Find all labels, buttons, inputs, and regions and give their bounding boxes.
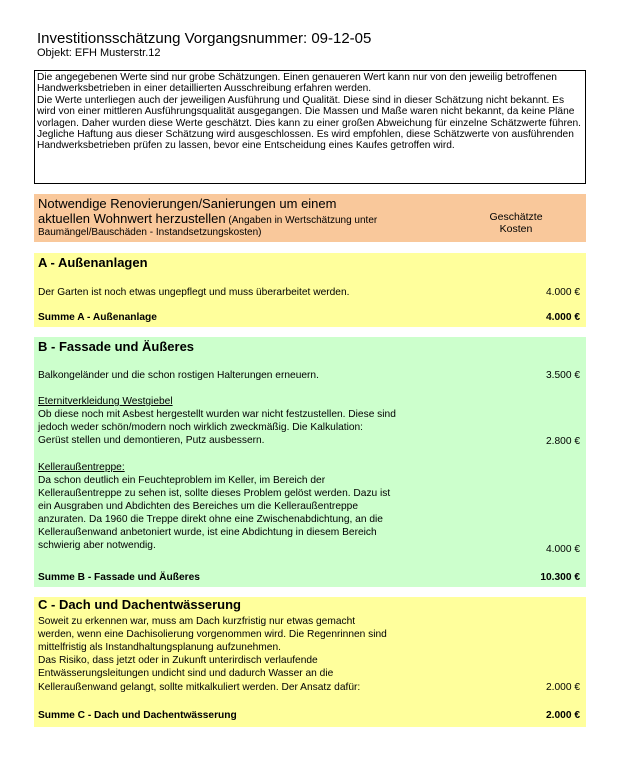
section-b-item-2-amount: 2.800 € (546, 436, 580, 447)
section-c-line: Entwässerungsleitungen undicht sind und dadurch Wasser an die (38, 668, 334, 679)
section-b-item-1: Balkongeländer und die schon rostigen Halterungen erneuern. (38, 370, 319, 381)
section-b-item-3-line: Da schon deutlich ein Feuchteproblem im Keller, im Bereich der (38, 475, 326, 486)
section-a-item: Der Garten ist noch etwas ungepflegt und muss überarbeitet werden. (38, 287, 350, 298)
section-b-title: B - Fassade und Äußeres (38, 339, 195, 354)
section-b-item-2-line: Ob diese noch mit Asbest hergestellt wurden war nicht festzustellen. Diese sind (38, 409, 396, 420)
section-b-item-3-line: Kelleraußenwand anbetoniert wurde, ist eine Abdichtung in diesem Bereich (38, 527, 377, 538)
section-c-sum-label: Summe C - Dach und Dachentwässerung (38, 710, 237, 721)
table-header (34, 194, 586, 242)
section-a (34, 253, 586, 327)
disclaimer-paragraph: Die angegebenen Werte sind nur grobe Schätzungen. Einen genaueren Wert kann nur von den jeweilig betroffenen Handwerksbetrieben in einer detaillierten Ausschreibung erfahren werden. (37, 72, 557, 95)
section-a-item-amount: 4.000 € (546, 287, 580, 298)
section-c-amount: 2.000 € (546, 682, 580, 693)
section-c-title: C - Dach und Dachentwässerung (38, 597, 241, 612)
section-b-item-2-line: jedoch weder schön/modern noch wirklich zweckmäßig. Die Kalkulation: (38, 422, 364, 433)
section-b-item-3-line: anzuraten. Da 1960 die Treppe direkt ohne eine Zwischenabdichtung, an die (38, 514, 383, 525)
section-b (34, 337, 586, 587)
disclaimer-box (34, 70, 586, 184)
section-a-sum-label: Summe A - Außenanlage (38, 312, 157, 323)
section-b-item-2-heading: Eternitverkleidung Westgiebel (38, 396, 173, 407)
header-line-2-main: aktuellen Wohnwert herzustellen (38, 211, 226, 226)
section-c (34, 597, 586, 727)
section-a-title: A - Außenanlagen (38, 255, 148, 270)
section-b-item-3-amount: 4.000 € (546, 544, 580, 555)
section-a-sum-amount: 4.000 € (546, 312, 580, 323)
section-b-item-3-heading: Kelleraußentreppe: (38, 462, 125, 473)
section-c-line: werden, wenn eine Dachisolierung vorgenommen wird. Die Regenrinnen sind (38, 629, 387, 640)
section-c-line: Das Risiko, dass jetzt oder in Zukunft unterirdisch verlaufende (38, 655, 318, 666)
object-label: Objekt: EFH Musterstr.12 (37, 47, 161, 59)
section-b-item-3-line: ein Ausgraben und Abdichten des Bereiches um die Kelleraußentreppe (38, 501, 358, 512)
section-b-item-3-line: Kelleraußentreppe zu sehen ist, sollte dieses Problem gelöst werden. Dazu ist (38, 488, 391, 499)
section-c-sum-amount: 2.000 € (546, 710, 580, 721)
header-line-2-note: (Angaben in Wertschätzung unter (225, 215, 378, 226)
disclaimer-paragraph: Die Werte unterliegen auch der jeweiligen Ausführung und Qualität. Diese sind in dieser Schätzung nicht bekannt. Es wird von einer mittleren Ausführungsqualität ausgegangen. Die Massen und Maße waren nicht bekannt, da keine Pläne vorlagen. Daher wurden diese Werte geschätzt. Dies kann zu einer großen Abweichung für einzelne Schätzwerte führen. Jegliche Haftung aus dieser Schätzung wird ausgeschlossen. Es wird empfohlen, diese Schätzwerte von ausführenden Handwerksbetrieben prüfen zu lassen, bevor eine Entscheidung eines Kaufes getroffen wird. (37, 94, 582, 152)
header-line-3: Baumängel/Bauschäden - Instandsetzungskosten) (38, 227, 262, 238)
section-c-line: Soweit zu erkennen war, muss am Dach kurzfristig nur etwas gemacht (38, 616, 356, 627)
cost-column-header (486, 211, 546, 235)
document-title: Investitionsschätzung Vorgangsnummer: 09-12-05 (37, 30, 372, 47)
cost-column-label-1: Geschätzte (489, 211, 543, 223)
section-b-sum-amount: 10.300 € (540, 572, 580, 583)
section-b-item-2-line: Gerüst stellen und demontieren, Putz ausbessern. (38, 435, 265, 446)
section-b-item-3-line: schwierig aber notwendig. (38, 540, 156, 551)
section-c-line: mittelfristig als Instandhaltungsplanung aufzunehmen. (38, 642, 281, 653)
section-b-sum-label: Summe B - Fassade und Äußeres (38, 572, 200, 583)
cost-column-label-2: Kosten (499, 223, 533, 235)
header-line-1: Notwendige Renovierungen/Sanierungen um einem (38, 196, 337, 211)
section-b-item-1-amount: 3.500 € (546, 370, 580, 381)
header-line-2 (38, 211, 377, 228)
section-c-line: Kelleraußenwand gelangt, sollte mitkalkuliert werden. Der Ansatz dafür: (38, 682, 361, 693)
